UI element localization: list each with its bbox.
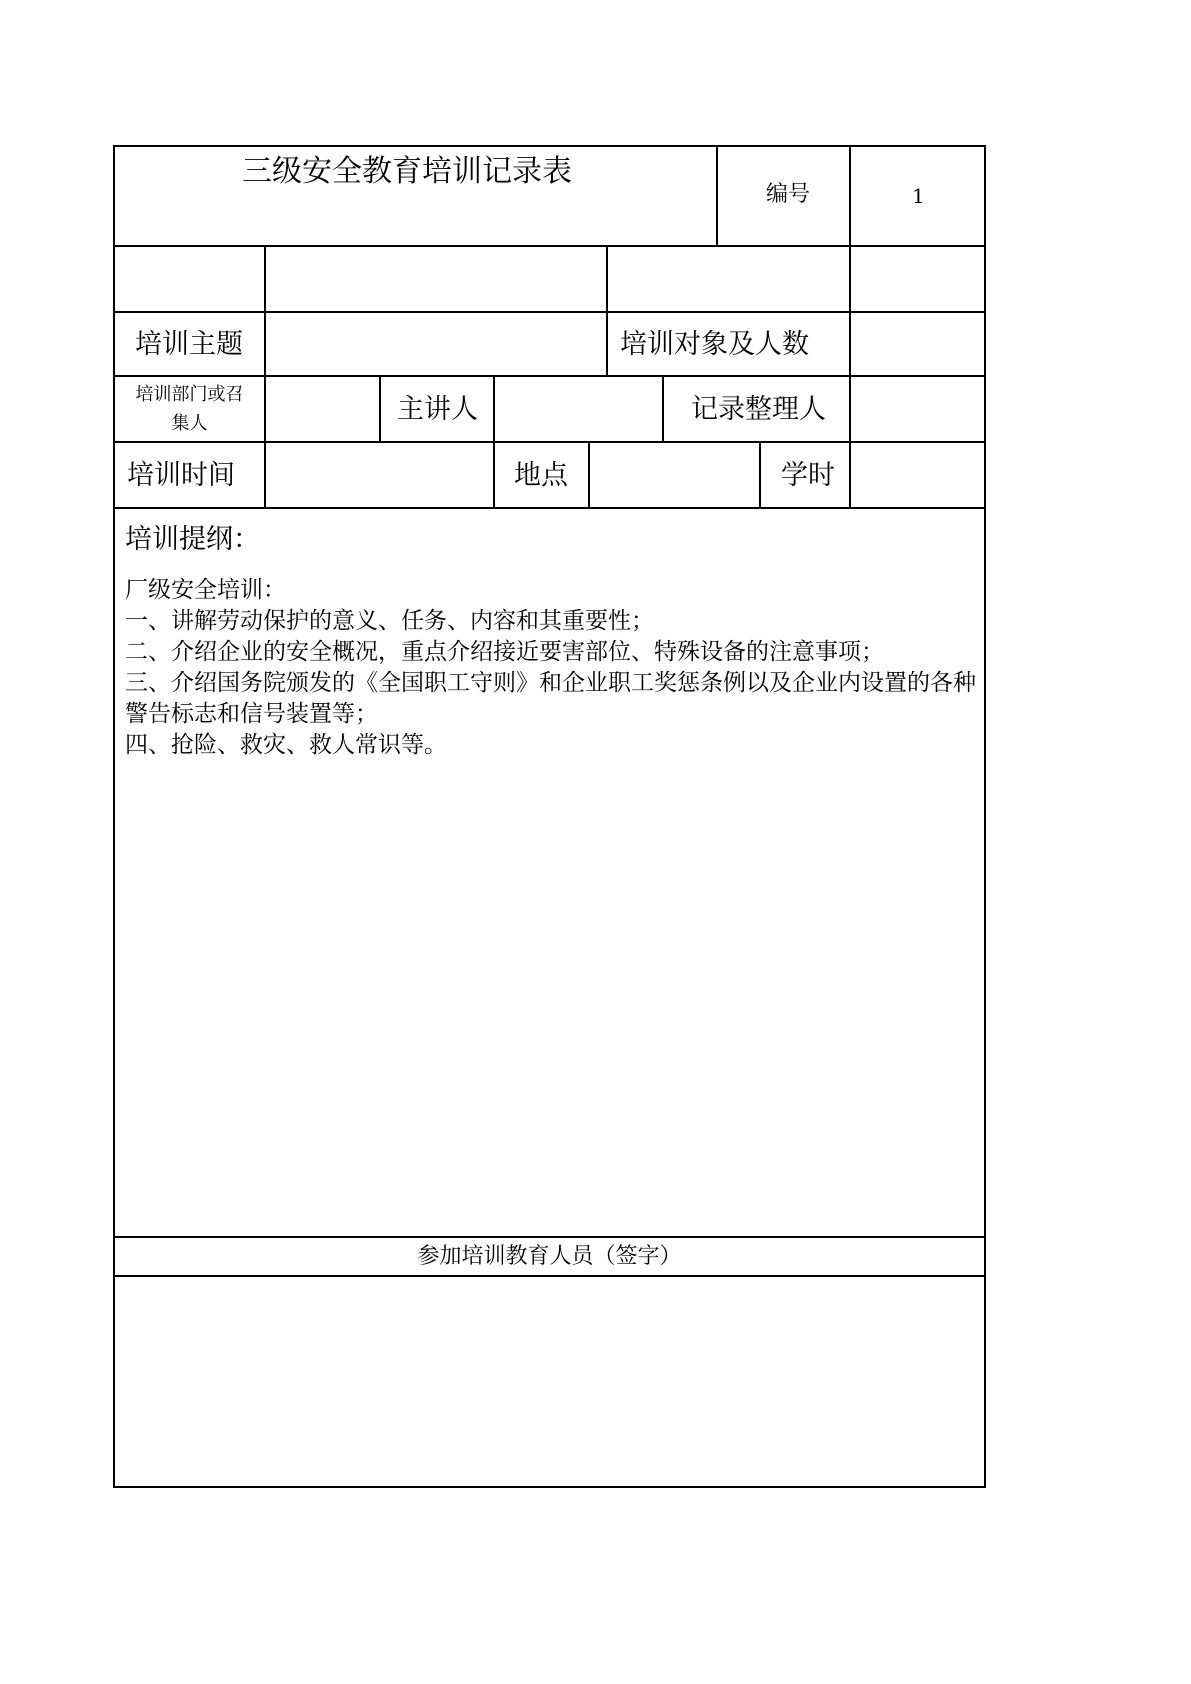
department-label-line1: 培训部门或召 — [135, 384, 244, 405]
recorder-label-cell — [662, 375, 851, 443]
time-label: 培训时间 — [127, 460, 235, 491]
topic-value-cell[interactable] — [264, 311, 608, 377]
location-label-cell — [493, 441, 590, 509]
hours-label-cell — [759, 441, 851, 509]
speaker-label-cell — [379, 375, 495, 443]
time-label-cell — [113, 441, 266, 509]
attendees-signature-cell[interactable] — [113, 1275, 986, 1488]
topic-label: 培训主题 — [135, 329, 243, 360]
number-value-cell[interactable] — [849, 145, 986, 247]
department-label-line2: 集人 — [171, 413, 208, 434]
recorder-value-cell[interactable] — [849, 375, 986, 443]
topic-label-cell — [113, 311, 266, 377]
form-title: 三级安全教育培训记录表 — [242, 154, 572, 189]
department-value-cell[interactable] — [264, 375, 381, 443]
outline-item: 一、讲解劳动保护的意义、任务、内容和其重要性； — [125, 608, 654, 634]
outline-heading: 培训提纲： — [125, 524, 260, 555]
hours-label: 学时 — [781, 460, 835, 491]
blank-cell-1[interactable] — [113, 245, 266, 313]
attendees-label: 参加培训教育人员（签字） — [417, 1244, 682, 1269]
number-label-cell — [716, 145, 851, 247]
audience-label-cell — [606, 311, 851, 377]
department-label — [115, 380, 264, 438]
blank-cell-3[interactable] — [606, 245, 851, 313]
recorder-label: 记录整理人 — [691, 394, 826, 425]
number-label: 编号 — [766, 182, 811, 207]
hours-value-cell[interactable] — [849, 441, 986, 509]
speaker-label: 主讲人 — [397, 394, 478, 425]
time-value-cell[interactable] — [264, 441, 495, 509]
location-label: 地点 — [514, 460, 568, 491]
audience-label: 培训对象及人数 — [620, 329, 809, 360]
outline-item: 三、介绍国务院颁发的《全国职工守则》和企业职工奖惩条例以及企业内设置的各种警告标志和信号装置等； — [125, 670, 976, 727]
blank-cell-2[interactable] — [264, 245, 608, 313]
outline-item: 二、介绍企业的安全概况，重点介绍接近要害部位、特殊设备的注意事项； — [125, 639, 884, 665]
speaker-value-cell[interactable] — [493, 375, 664, 443]
outline-item: 四、抢险、救灾、救人常识等。 — [125, 732, 447, 758]
location-value-cell[interactable] — [588, 441, 761, 509]
audience-value-cell[interactable] — [849, 311, 986, 377]
blank-cell-4[interactable] — [849, 245, 986, 313]
outline-content — [125, 575, 980, 761]
attendees-label-cell — [113, 1236, 986, 1277]
outline-item: 厂级安全培训： — [125, 577, 286, 603]
title-cell — [113, 145, 718, 247]
number-value: 1 — [912, 184, 925, 208]
department-label-cell — [113, 375, 266, 443]
